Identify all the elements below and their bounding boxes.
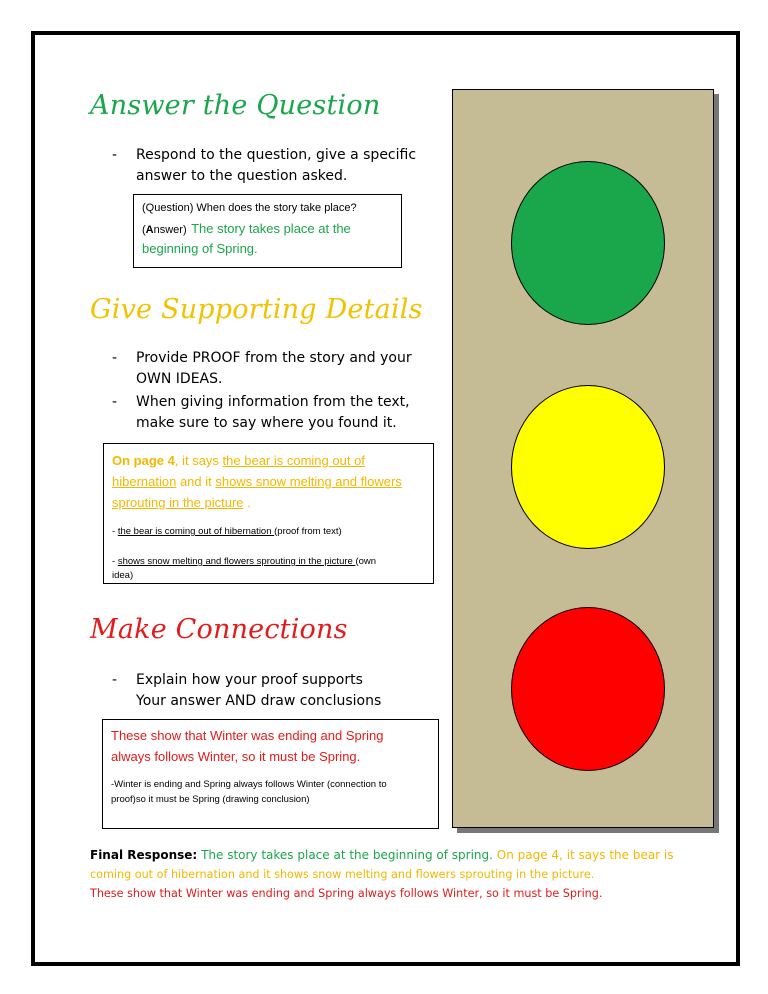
question-label: (Question) bbox=[142, 202, 194, 214]
proof-text-2: shows snow melting and flowers bbox=[215, 474, 402, 489]
note2-dash: - bbox=[112, 556, 118, 567]
answer-text-line1: The story takes place at the bbox=[191, 221, 351, 236]
connections-bullet bbox=[112, 670, 436, 712]
connections-line1: These show that Winter was ending and Spring bbox=[111, 728, 384, 743]
details-note-2 bbox=[112, 555, 425, 583]
note1-rest: (proof from text) bbox=[274, 526, 342, 537]
note2-rest-cont: idea) bbox=[112, 570, 134, 581]
answer-label-bold: A bbox=[145, 224, 154, 236]
answer-bullet-line1: Respond to the question, give a specific bbox=[136, 147, 417, 163]
connections-note-line1: -Winter is ending and Spring always follows Winter (connection to bbox=[111, 779, 387, 790]
note2-rest: (own bbox=[355, 556, 377, 567]
bullet-dash: - bbox=[112, 394, 118, 410]
bullet-dash: - bbox=[112, 147, 118, 163]
final-yellow-text-2: coming out of hibernation and it shows snow melting and flowers sprouting in the picture. bbox=[90, 868, 595, 881]
details-bullet2-line2: make sure to say where you found it. bbox=[136, 415, 397, 431]
details-bullet-1 bbox=[112, 348, 436, 390]
details-box bbox=[103, 443, 434, 584]
note2-underlined: shows snow melting and flowers sprouting in the picture bbox=[117, 556, 356, 567]
details-bullet-2 bbox=[112, 392, 436, 434]
bullet-dash: - bbox=[112, 350, 118, 366]
traffic-light bbox=[452, 89, 714, 828]
connections-bullet-line2: Your answer AND draw conclusions bbox=[136, 693, 382, 709]
connections-paragraph bbox=[111, 725, 430, 767]
proof-mid: , it says bbox=[174, 453, 223, 468]
connections-note-line2: proof)so it must be Spring (drawing conclusion) bbox=[111, 794, 310, 805]
connections-heading: Make Connections bbox=[90, 614, 348, 645]
answer-box bbox=[133, 194, 402, 268]
connections-box bbox=[102, 719, 439, 829]
final-green-text: The story takes place at the beginning of spring. bbox=[201, 848, 493, 862]
page-reference: On page 4 bbox=[112, 453, 175, 468]
proof-and: and it bbox=[176, 474, 216, 489]
note1-dash: - bbox=[112, 526, 118, 537]
details-bullet1-line2: OWN IDEAS. bbox=[136, 371, 223, 387]
connections-bullet-line1: Explain how your proof supports bbox=[136, 672, 363, 688]
proof-text-1-cont: hibernation bbox=[112, 474, 177, 489]
answer-label bbox=[142, 224, 187, 236]
answer-heading: Answer the Question bbox=[90, 90, 381, 121]
final-response bbox=[90, 846, 674, 903]
answer-label-open: ( bbox=[142, 224, 146, 236]
answer-line bbox=[142, 218, 393, 239]
details-bullet2-line1: When giving information from the text, bbox=[136, 394, 410, 410]
red-light-icon bbox=[511, 607, 665, 771]
answer-label-rest: nswer) bbox=[153, 224, 187, 236]
question-line bbox=[142, 199, 393, 218]
proof-end: . bbox=[243, 495, 251, 510]
proof-text-1: the bear is coming out of bbox=[222, 453, 365, 468]
note1-underlined: the bear is coming out of hibernation bbox=[117, 526, 275, 537]
answer-text-line2: beginning of Spring. bbox=[142, 241, 258, 256]
answer-bullet-line2: answer to the question asked. bbox=[136, 168, 348, 184]
green-light-icon bbox=[511, 161, 665, 325]
final-red-text: These show that Winter was ending and Spring always follows Winter, so it must be Spring. bbox=[90, 887, 603, 900]
bullet-dash: - bbox=[112, 672, 118, 688]
connections-note bbox=[111, 777, 430, 807]
proof-text-2-cont: sprouting in the picture bbox=[112, 495, 244, 510]
details-heading: Give Supporting Details bbox=[90, 294, 423, 325]
question-text: When does the story take place? bbox=[196, 202, 357, 214]
details-note-1 bbox=[112, 525, 425, 539]
yellow-light-icon bbox=[511, 385, 665, 549]
details-bullet1-line1: Provide PROOF from the story and your bbox=[136, 350, 412, 366]
details-proof-paragraph bbox=[112, 450, 425, 513]
answer-bullet bbox=[112, 145, 436, 187]
connections-line2: always follows Winter, so it must be Spring. bbox=[111, 749, 361, 764]
final-response-label: Final Response: bbox=[90, 848, 198, 862]
final-yellow-text-1: On page 4, it says the bear is bbox=[496, 848, 674, 862]
